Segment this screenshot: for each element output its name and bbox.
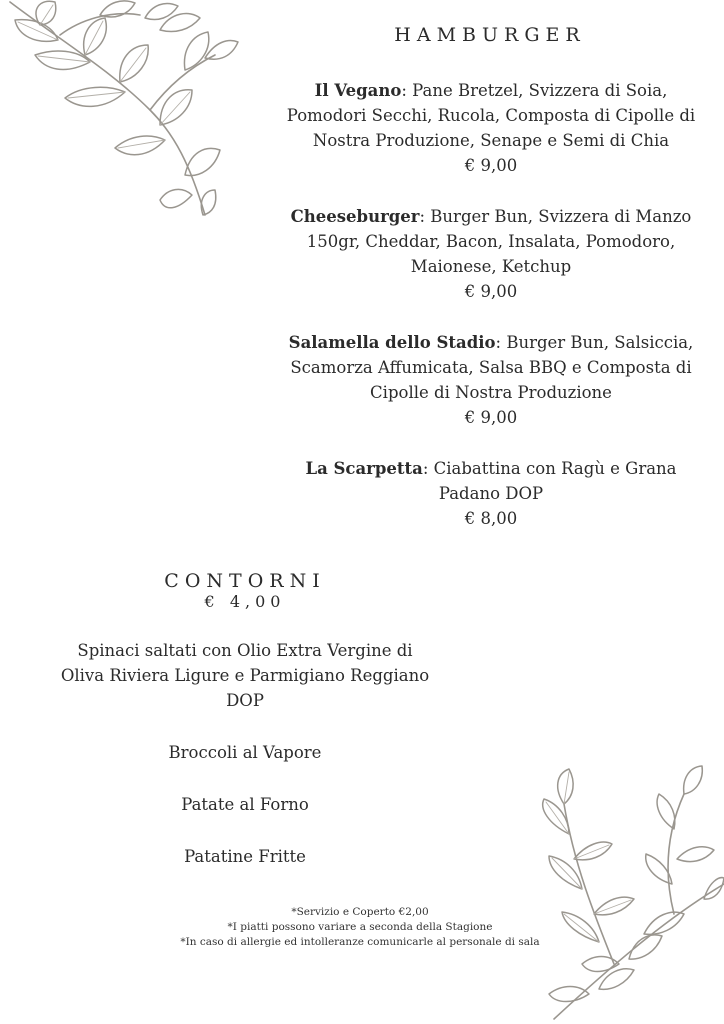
item-name: Cheeseburger	[290, 207, 420, 226]
item-description: : Burger Bun, Svizzera di Manzo 150gr, Cheddar, Bacon, Insalata, Pomodoro, Maionese, Ketchup	[306, 207, 692, 276]
item-price: € 8,00	[464, 509, 518, 528]
hamburger-list	[282, 78, 700, 557]
contorno-patatine-fritte: Patatine Fritte	[184, 847, 306, 866]
hamburger-section-title: HAMBURGER	[394, 24, 586, 46]
item-price: € 9,00	[464, 408, 518, 427]
footnotes	[140, 905, 580, 950]
item-name: La Scarpetta	[305, 459, 423, 478]
contorni-price: € 4,00	[204, 592, 286, 611]
olive-branch-bottom-icon	[494, 764, 724, 1024]
item-name: Salamella dello Stadio	[288, 333, 496, 352]
item-description: : Pane Bretzel, Svizzera di Soia, Pomodori Secchi, Rucola, Composta di Cipolle di Nostra Produzione, Senape e Semi di Chia	[286, 81, 696, 150]
contorni-list	[60, 638, 430, 869]
item-price: € 9,00	[464, 156, 518, 175]
footnote-allergie: *In caso di allergie ed intolleranze comunicarle al personale di sala	[180, 936, 540, 948]
menu-item-salamella-dello-stadio	[282, 330, 700, 430]
footnote-stagione: *I piatti possono variare a seconda della Stagione	[227, 921, 493, 933]
item-price: € 9,00	[464, 282, 518, 301]
contorno-broccoli: Broccoli al Vapore	[168, 743, 322, 762]
menu-item-cheeseburger	[282, 204, 700, 304]
olive-branch-top-icon	[0, 0, 240, 230]
menu-item-il-vegano	[282, 78, 700, 178]
contorno-spinaci: Spinaci saltati con Olio Extra Vergine di Oliva Riviera Ligure e Parmigiano Reggiano DOP	[60, 641, 430, 710]
footnote-servizio: *Servizio e Coperto €2,00	[291, 906, 429, 918]
menu-item-la-scarpetta	[282, 456, 700, 531]
item-description: : Burger Bun, Salsiccia, Scamorza Affumicata, Salsa BBQ e Composta di Cipolle di Nostra Produzione	[290, 333, 694, 402]
contorno-patate-al-forno: Patate al Forno	[181, 795, 309, 814]
item-description: : Ciabattina con Ragù e Grana Padano DOP	[422, 459, 677, 503]
contorni-section-title: CONTORNI	[164, 570, 326, 592]
item-name: Il Vegano	[314, 81, 402, 100]
